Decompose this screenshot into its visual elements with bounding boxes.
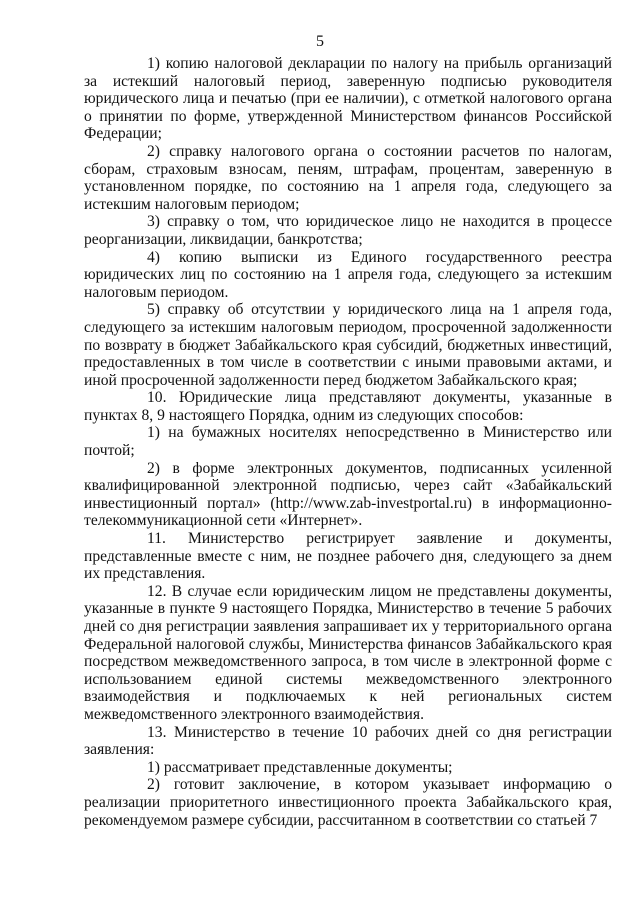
paragraph-clause-10: 10. Юридические лица представляют документы, указанные в пунктах 8, 9 настоящего Порядка, одним из следующих способов:: [84, 389, 612, 424]
paragraph-clause-13-item-2: 2) готовит заключение, в котором указывает информацию о реализации приоритетного инвестиционного проекта Забайкальского края, рекомендуемом размере субсидии, рассчитанном в соответствии со статьей 7: [84, 776, 612, 829]
paragraph-clause-11: 11. Министерство регистрирует заявление и документы, представленные вместе с ним, не позднее рабочего дня, следующего за днем их представления.: [84, 530, 612, 583]
paragraph-clause-10-item-1: 1) на бумажных носителях непосредственно в Министерство или почтой;: [84, 424, 612, 460]
page-number: 5: [316, 33, 324, 50]
paragraph-clause-12: 12. В случае если юридическим лицом не представлены документы, указанные в пункте 9 настоящего Порядка, Министерство в течение 5 рабочих дней со дня регистрации заявления запрашивает их у территориального органа Федеральной налоговой службы, Министерства финансов Забайкальского края посредством межведомственного запроса, в том числе в электронной форме с использованием единой системы межведомственного электронного взаимодействия и подключаемых к ней региональных систем межведомственного электронного взаимодействия.: [84, 582, 612, 723]
paragraph-item-5: 5) справку об отсутствии у юридического лица на 1 апреля года, следующего за истекшим налоговым периодом, просроченной задолженности по возврату в бюджет Забайкальского края субсидий, бюджетных инвестиций, предоставленных в том числе в соответствии с иными правовыми актами, и иной просроченной задолженности перед бюджетом Забайкальского края;: [84, 301, 612, 389]
paragraph-item-2: 2) справку налогового органа о состоянии расчетов по налогам, сборам, страховым взносам, пеням, штрафам, процентам, заверенную в установленном порядке, по состоянию на 1 апреля года, следующего за истекшим налоговым периодом;: [84, 142, 612, 213]
paragraph-clause-13-item-1: 1) рассматривает представленные документы;: [147, 758, 453, 776]
paragraph-item-4: 4) копию выписки из Единого государственного реестра юридических лиц по состоянию на 1 апреля года, следующего за истекшим налоговым периодом.: [84, 248, 612, 301]
paragraph-item-1: 1) копию налоговой декларации по налогу на прибыль организаций за истекший налоговый период, заверенную подписью руководителя юридического лица и печатью (при ее наличии), с отметкой налогового органа о принятии по форме, утвержденной Министерством финансов Российской Федерации;: [84, 55, 612, 143]
paragraph-clause-10-item-2: 2) в форме электронных документов, подписанных усиленной квалифицированной электронной подписью, через сайт «Забайкальский инвестиционный портал» (http://www.zab-investportal.ru) в информационно-телекоммуникационной сети «Интернет».: [84, 459, 612, 530]
paragraph-clause-13: 13. Министерство в течение 10 рабочих дней со дня регистрации заявления:: [84, 723, 612, 759]
paragraph-item-3: 3) справку о том, что юридическое лицо не находится в процессе реорганизации, ликвидации, банкротства;: [84, 213, 612, 248]
document-body: [84, 55, 612, 829]
